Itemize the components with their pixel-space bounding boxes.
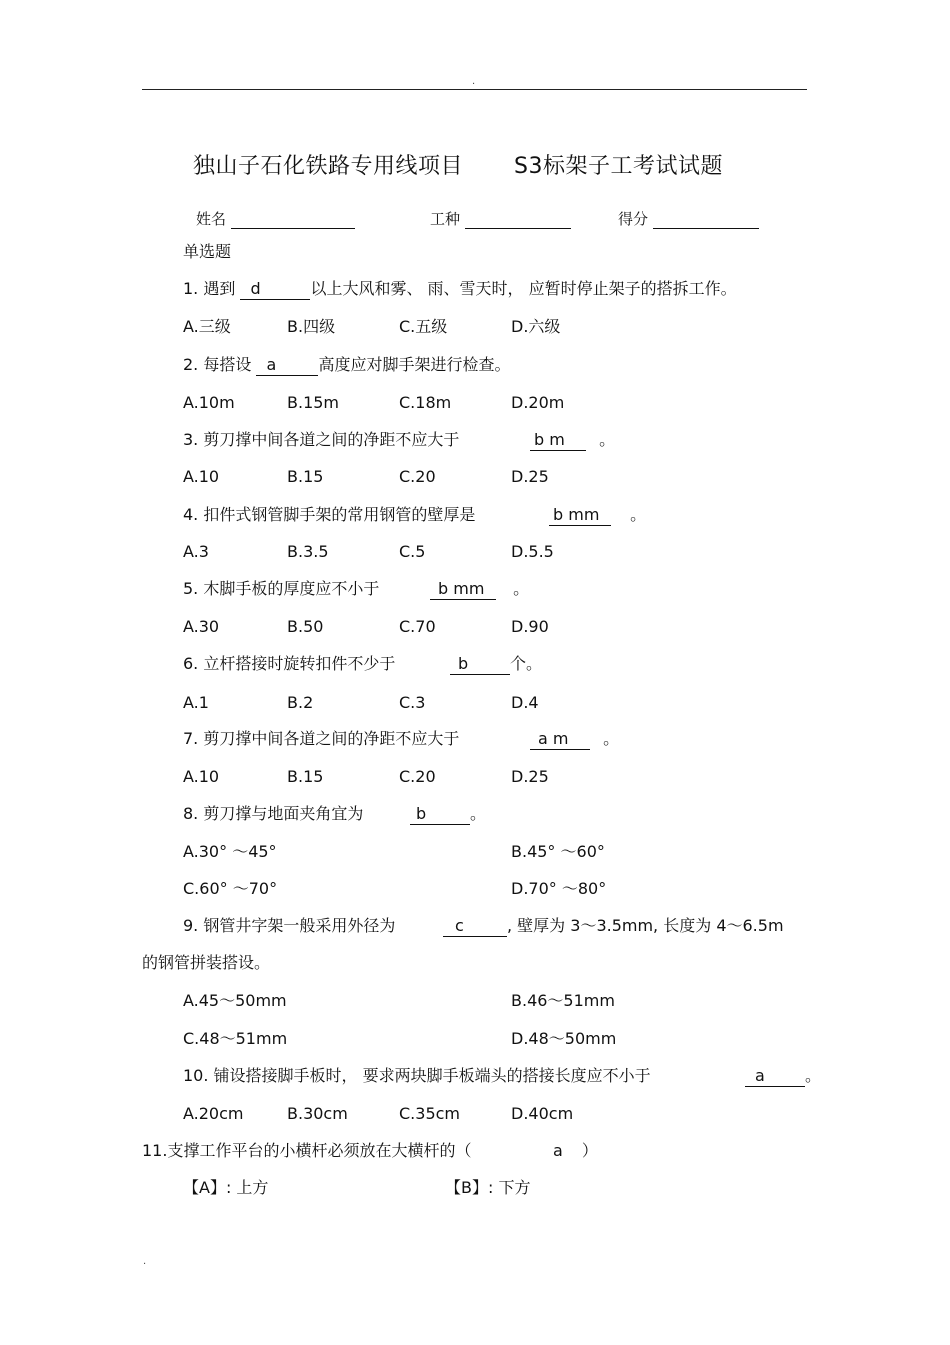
- question-10: [183, 1066, 651, 1086]
- question-5: [183, 579, 379, 599]
- question-number: 5.: [183, 579, 199, 598]
- option-3-c: C.20: [399, 467, 436, 486]
- trade-blank[interactable]: [465, 210, 571, 229]
- option-10-b: B.30cm: [287, 1104, 348, 1123]
- question-number: 2.: [183, 355, 199, 374]
- question-text-end: 。: [513, 579, 530, 598]
- question-6: [183, 654, 395, 674]
- option-6-d: D.4: [511, 693, 539, 712]
- answer-blank[interactable]: b mm: [549, 505, 611, 526]
- option-1-d: D.六级: [511, 317, 561, 336]
- question-number: 8.: [183, 804, 199, 823]
- option-6-b: B.2: [287, 693, 314, 712]
- option-5-a: A.30: [183, 617, 220, 636]
- question-text: 立杆搭接时旋转扣件不少于: [203, 654, 396, 673]
- trade-field: [430, 209, 571, 229]
- score-label: 得分: [618, 210, 649, 228]
- question-text-end: 高度应对脚手架进行检查。: [318, 355, 511, 374]
- question-1: [183, 279, 737, 300]
- question-text-end: 。: [599, 430, 616, 449]
- option-8-c: C.60° ～70°: [183, 879, 278, 898]
- option-9-b: B.46～51mm: [511, 991, 615, 1010]
- option-1-a: A.三级: [183, 317, 231, 336]
- question-text-end: 。: [805, 1066, 822, 1085]
- option-8-a: A.30° ～45°: [183, 842, 277, 861]
- question-3-answer: [530, 430, 615, 451]
- option-6-c: C.3: [399, 693, 426, 712]
- page-title-left: 独山子石化铁路专用线项目: [193, 154, 464, 179]
- question-number: 7.: [183, 729, 199, 748]
- name-blank[interactable]: [231, 210, 355, 229]
- question-text: 剪刀撑中间各道之间的净距不应大于: [203, 430, 460, 449]
- question-text: 剪刀撑与地面夹角宜为: [203, 804, 364, 823]
- option-4-c: C.5: [399, 542, 426, 561]
- option-5-b: B.50: [287, 617, 324, 636]
- question-5-answer: [430, 579, 529, 600]
- answer-blank[interactable]: a: [256, 355, 318, 376]
- section-heading: 单选题: [183, 242, 232, 261]
- question-11-answer: [553, 1141, 598, 1161]
- option-8-b: B.45° ～60°: [511, 842, 605, 861]
- question-9-answer: [443, 916, 784, 937]
- header-dot: .: [472, 76, 476, 87]
- option-3-d: D.25: [511, 467, 549, 486]
- question-text-end: 。: [470, 804, 487, 823]
- question-text-end: 个。: [510, 654, 543, 673]
- question-number: 11.: [142, 1141, 168, 1160]
- answer-blank[interactable]: b: [410, 804, 470, 825]
- option-5-d: D.90: [511, 617, 549, 636]
- page-title-right: S3标架子工考试试题: [514, 154, 723, 179]
- option-2-b: B.15m: [287, 393, 340, 412]
- question-number: 10.: [183, 1066, 209, 1085]
- option-1-b: B.四级: [287, 317, 336, 336]
- option-4-d: D.5.5: [511, 542, 554, 561]
- question-2: [183, 355, 510, 376]
- option-7-b: B.15: [287, 767, 324, 786]
- option-2-d: D.20m: [511, 393, 565, 412]
- question-number: 1.: [183, 279, 199, 298]
- option-7-d: D.25: [511, 767, 549, 786]
- option-2-c: C.18m: [399, 393, 452, 412]
- header-rule: [142, 89, 807, 90]
- question-9-continued: 的钢管拼装搭设。: [142, 953, 271, 972]
- option-8-d: D.70° ～80°: [511, 879, 607, 898]
- question-8: [183, 804, 363, 824]
- answer-blank[interactable]: c: [443, 916, 507, 937]
- answer-blank[interactable]: b: [450, 654, 510, 675]
- question-8-answer: [410, 804, 486, 825]
- question-4-answer: [549, 505, 646, 526]
- question-7-answer: [530, 729, 619, 750]
- option-10-a: A.20cm: [183, 1104, 244, 1123]
- question-text-end: 。: [603, 729, 620, 748]
- question-9: [183, 916, 395, 936]
- option-9-c: C.48～51mm: [183, 1029, 288, 1048]
- option-4-a: A.3: [183, 542, 209, 561]
- question-number: 4.: [183, 505, 199, 524]
- score-blank[interactable]: [653, 210, 759, 229]
- question-7: [183, 729, 459, 749]
- option-9-a: A.45～50mm: [183, 991, 287, 1010]
- question-number: 9.: [183, 916, 199, 935]
- option-3-a: A.10: [183, 467, 220, 486]
- answer-blank[interactable]: d: [240, 279, 310, 300]
- question-number: 3.: [183, 430, 199, 449]
- question-3: [183, 430, 459, 450]
- option-4-b: B.3.5: [287, 542, 329, 561]
- answer-blank[interactable]: a: [745, 1066, 805, 1087]
- question-text: 每搭设: [203, 355, 252, 374]
- question-text-end: , 壁厚为 3～3.5mm, 长度为 4～6.5m: [507, 916, 784, 935]
- question-text: 钢管井字架一般采用外径为: [203, 916, 396, 935]
- question-text-end: 以上大风和雾、 雨、雪天时， 应暂时停止架子的搭拆工作。: [310, 279, 737, 298]
- question-text: 木脚手板的厚度应不小于: [203, 579, 380, 598]
- option-1-c: C.五级: [399, 317, 448, 336]
- option-9-d: D.48～50mm: [511, 1029, 617, 1048]
- option-2-a: A.10m: [183, 393, 235, 412]
- name-label: 姓名: [196, 210, 227, 228]
- question-text: 扣件式钢管脚手架的常用钢管的壁厚是: [203, 505, 476, 524]
- question-text-end: 。: [630, 505, 647, 524]
- option-3-b: B.15: [287, 467, 324, 486]
- option-5-c: C.70: [399, 617, 436, 636]
- question-10-answer: [745, 1066, 821, 1087]
- question-text-end: ）: [581, 1141, 598, 1160]
- option-7-a: A.10: [183, 767, 220, 786]
- answer-blank[interactable]: b mm: [430, 579, 496, 600]
- answer-blank[interactable]: a m: [530, 729, 590, 750]
- question-4: [183, 505, 475, 525]
- question-11: [142, 1141, 471, 1161]
- question-text: 支撑工作平台的小横杆必须放在大横杆的（: [167, 1141, 472, 1160]
- question-text: 遇到: [203, 279, 236, 298]
- question-text: 剪刀撑中间各道之间的净距不应大于: [203, 729, 460, 748]
- option-11-a: 【A】: 上方: [183, 1178, 269, 1197]
- answer-blank[interactable]: b m: [530, 430, 586, 451]
- question-text: 铺设搭接脚手板时， 要求两块脚手板端头的搭接长度应不小于: [213, 1066, 651, 1085]
- trade-label: 工种: [430, 210, 461, 228]
- option-7-c: C.20: [399, 767, 436, 786]
- option-10-c: C.35cm: [399, 1104, 460, 1123]
- answer-value[interactable]: a: [553, 1141, 563, 1160]
- option-6-a: A.1: [183, 693, 209, 712]
- question-number: 6.: [183, 654, 199, 673]
- option-10-d: D.40cm: [511, 1104, 574, 1123]
- score-field: [618, 209, 759, 229]
- name-field: [196, 209, 355, 229]
- footer-dot: .: [143, 1256, 147, 1267]
- option-11-b: 【B】: 下方: [445, 1178, 531, 1197]
- question-6-answer: [450, 654, 542, 675]
